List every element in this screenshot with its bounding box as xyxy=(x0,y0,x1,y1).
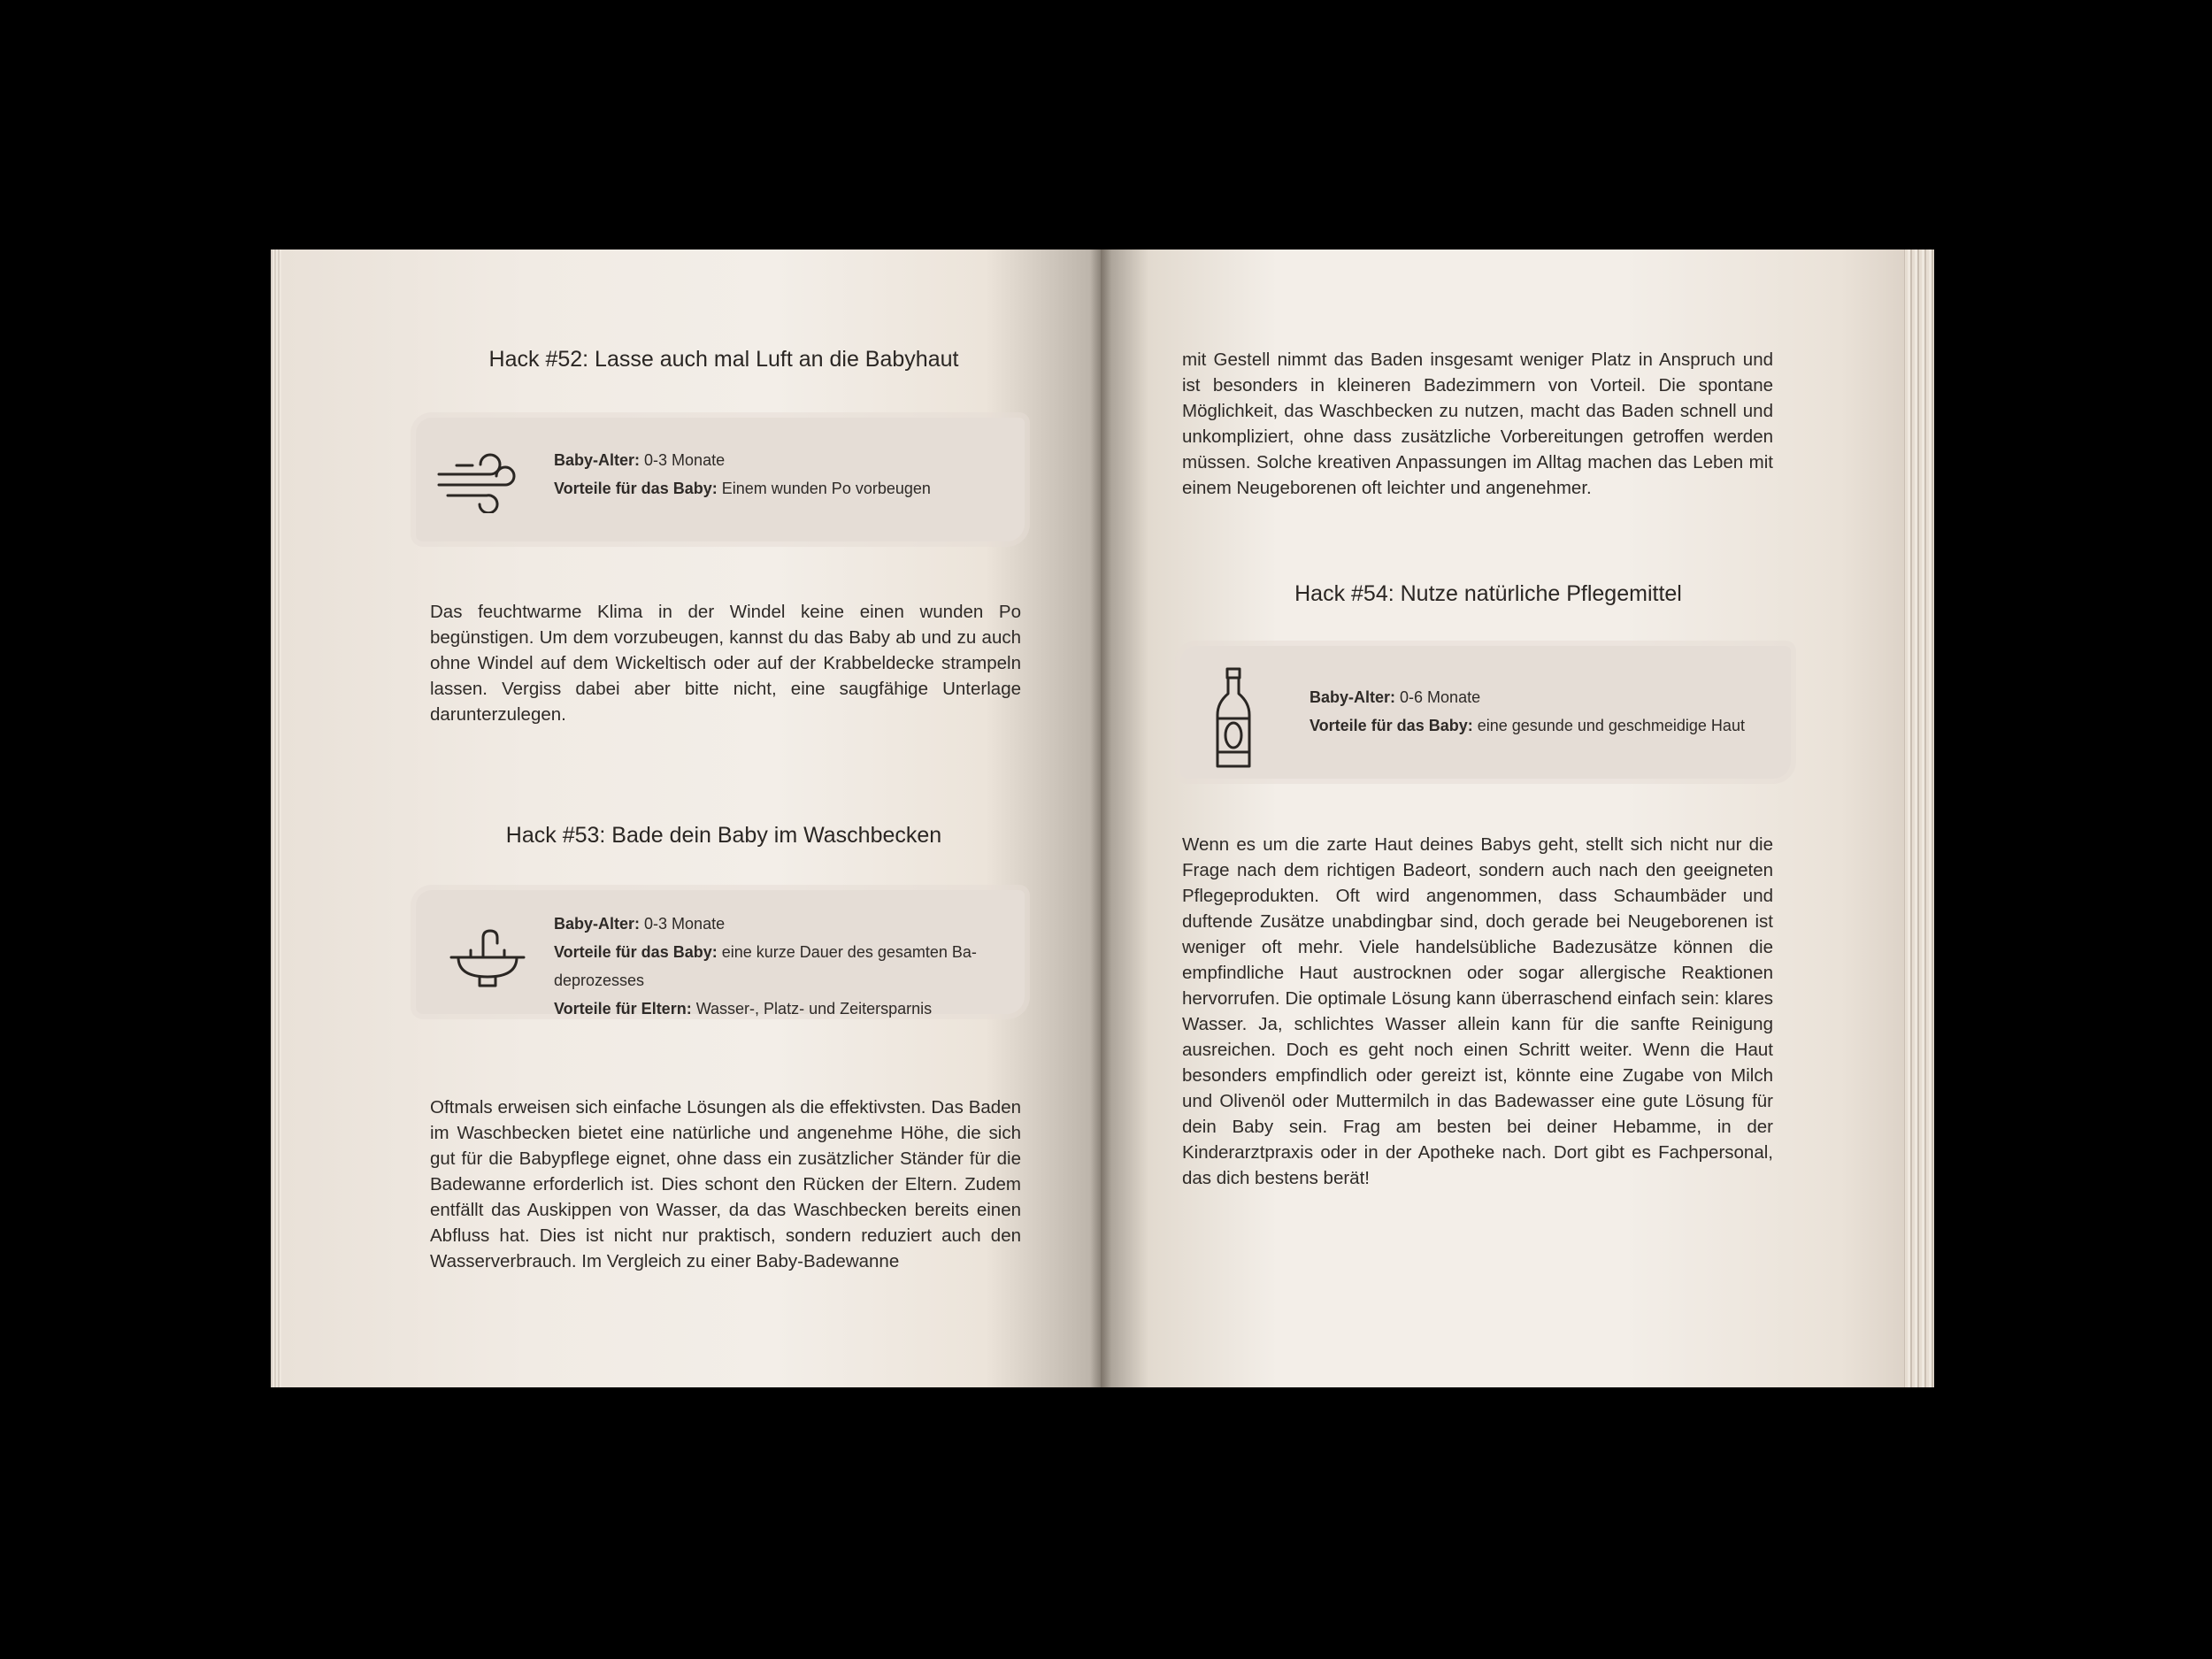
hack52-info-box xyxy=(416,418,1025,541)
bottle-icon xyxy=(1214,667,1253,770)
hack53-benefit-value-2: deprozesses xyxy=(554,972,645,989)
hack53-parents-value: Wasser-, Platz- und Zeitersparnis xyxy=(695,1000,933,1018)
hack53-benefit-value-1: eine kurze Dauer des gesamten Ba- xyxy=(721,943,977,961)
hack54-benefit-label: Vorteile für das Baby: xyxy=(1310,717,1473,734)
hack52-benefit-value: Einem wunden Po vorbeugen xyxy=(721,480,931,497)
hack54-info-box xyxy=(1180,646,1791,779)
hack53-age-value: 0-3 Monate xyxy=(644,915,726,933)
hack53-benefit-label: Vorteile für das Baby: xyxy=(554,943,718,961)
hack52-title xyxy=(281,347,1101,373)
hack53-parents-label: Vorteile für Eltern: xyxy=(554,1000,692,1018)
hack52-benefit-label: Vorteile für das Baby: xyxy=(554,480,718,497)
wind-icon xyxy=(435,451,524,513)
hack54-benefit-value: eine gesunde und geschmeidige Haut xyxy=(1477,717,1745,734)
hack53-age-label: Baby-Alter: xyxy=(554,915,641,933)
hack53-info-box xyxy=(416,890,1025,1018)
hack52-body xyxy=(430,599,1021,727)
page-stack-right xyxy=(1901,250,1934,1387)
hack53-title-text: Hack #53: Bade dein Baby im Waschbecken xyxy=(505,823,942,848)
hack52-paragraph: Das feuchtwarme Klima in der Windel keine einen wunden Po begünstigen. Um dem vorzubeugen, kannst du das Baby ab und zu auch ohne Windel auf dem Wickeltisch oder auf der Krabbeldecke strampeln lassen. Vergiss dabei aber bitte nicht, eine saugfähige Unterlage darunterzulegen. xyxy=(430,602,1021,725)
hack52-age-label: Baby-Alter: xyxy=(554,451,641,469)
hack52-title-text: Hack #52: Lasse auch mal Luft an die Babyhaut xyxy=(488,347,959,372)
hack54-paragraph: Wenn es um die zarte Haut deines Babys geht, stellt sich nicht nur die Frage nach dem richtigen Badeort, sondern auch nach den geeigneten Pflegeprodukten. Oft wird angenommen, dass Schaumbäder und duftende Zusätze unabdingbar sind, doch gerade bei Neugeborenen ist weniger oft mehr. Viele handelsübliche Badezusätze können die empfindliche Haut austrocknen oder sogar allergische Reaktionen hervorrufen. Die optimale Lösung kann überraschend einfach sein: klares Wasser. Ja, schlichtes Wasser allein kann für die sanfte Reinigung ausreichen. Doch es geht noch einen Schritt weiter. Wenn die Haut besonders empfindlich oder gereizt ist, könnte eine Zugabe von Milch und Olivenöl oder Muttermilch in das Badewasser eine gute Lösung für dein Baby sein. Frag am besten bei deiner Hebamme, in der Kinderarztpraxis oder in der Apotheke nach. Dort gibt es Fachpersonal, das dich bestens berät! xyxy=(1182,834,1773,1188)
hack53-paragraph: Oftmals erweisen sich einfache Lösungen als die effektivsten. Das Baden im Waschbecken bietet eine natürliche und angenehme Höhe, die sich gut für die Babypflege eignet, ohne dass ein zusätzlicher Ständer für die Badewanne erforderlich ist. Dies schont den Rücken der Eltern. Zudem entfällt das Auskippen von Wasser, da das Waschbecken bereits einen Abfluss hat. Dies ist nicht nur praktisch, sondern reduziert auch den Wasserverbrauch. Im Vergleich zu einer Baby-Badewanne xyxy=(430,1097,1021,1271)
continued-body xyxy=(1182,347,1773,501)
hack53-body xyxy=(430,1094,1021,1274)
hack52-age-value: 0-3 Monate xyxy=(644,451,726,469)
hack54-age-label: Baby-Alter: xyxy=(1310,688,1396,706)
left-page xyxy=(281,250,1101,1387)
hack54-body xyxy=(1182,832,1773,1191)
book-gutter xyxy=(1090,250,1111,1387)
hack52-meta xyxy=(554,446,931,503)
hack54-meta xyxy=(1310,683,1745,740)
hack54-title-text: Hack #54: Nutze natürliche Pflegemittel xyxy=(1294,581,1682,606)
right-page xyxy=(1101,250,1904,1387)
hack54-age-value: 0-6 Monate xyxy=(1400,688,1481,706)
hack53-meta xyxy=(554,910,977,1023)
hack54-title xyxy=(1101,581,1904,607)
continued-paragraph: mit Gestell nimmt das Baden insgesamt weniger Platz in Anspruch und ist besonders in kleineren Badezimmern von Vorteil. Die spontane Möglichkeit, das Waschbecken zu nutzen, macht das Baden schnell und unkompliziert, ohne dass zusätzliche Vorbereitungen getroffen werden müssen. Solche kreativen Anpassungen im Alltag machen das Leben mit einem Neugeborenen oft leichter und angenehmer. xyxy=(1182,349,1773,498)
hack53-title xyxy=(281,823,1101,849)
sink-icon xyxy=(448,926,527,989)
